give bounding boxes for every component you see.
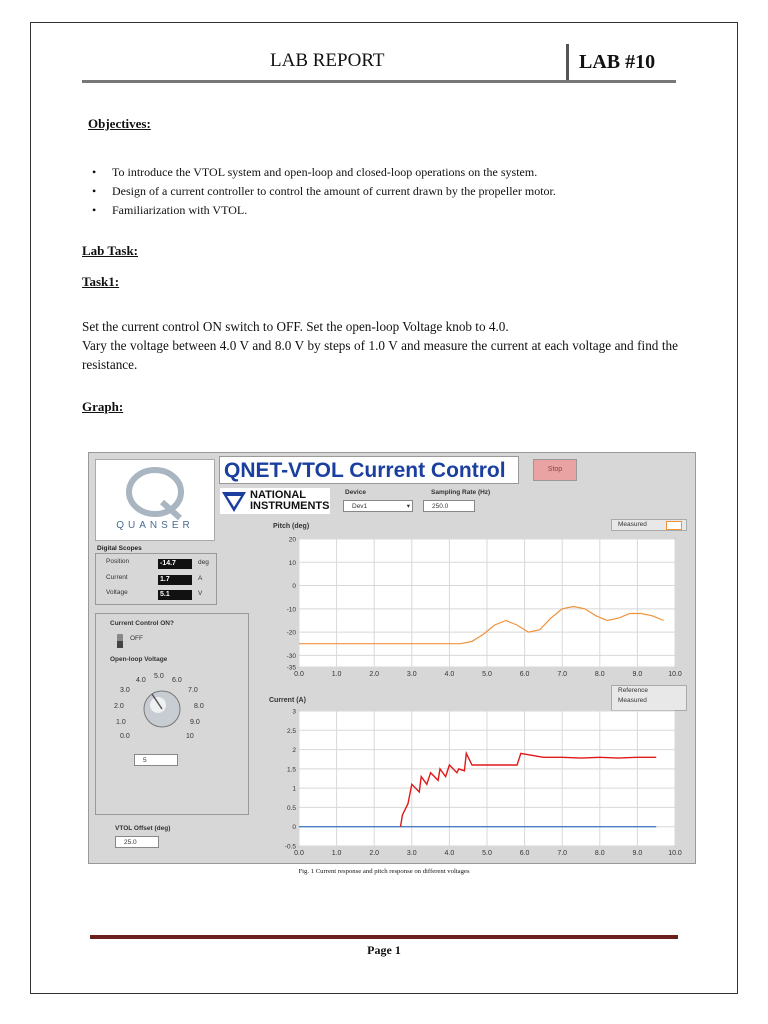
ni-logo (220, 488, 330, 514)
x-tick-label: 6.0 (519, 671, 530, 678)
knob-tick: 9.0 (190, 719, 200, 726)
knob-tick: 6.0 (172, 677, 182, 684)
pitch-chart (259, 531, 689, 681)
voltage-knob[interactable] (106, 664, 216, 744)
current-chart-title: Current (A) (269, 697, 306, 704)
lab-task-heading: Lab Task: (82, 243, 139, 258)
y-tick-label: -35 (286, 664, 296, 672)
knob-tick: 5.0 (154, 673, 164, 680)
y-tick-label: 3 (292, 708, 296, 716)
x-tick-label: 6.0 (519, 850, 530, 857)
stop-button[interactable]: Stop (533, 459, 577, 481)
legend-measured-label: Measured (618, 697, 647, 704)
x-tick-label: 5.0 (482, 850, 492, 857)
toggle-switch[interactable] (114, 632, 126, 650)
app-title: QNET-VTOL Current Control (219, 456, 519, 484)
chevron-down-icon: ▾ (406, 503, 410, 510)
ni-line2: INSTRUMENTS (250, 500, 330, 512)
x-tick-label: 1.0 (331, 671, 342, 678)
current-value: 1.7 (158, 575, 192, 585)
rate-label: Sampling Rate (Hz) (431, 489, 491, 496)
y-tick-label: 2 (292, 747, 296, 755)
y-tick-label: 1 (292, 785, 296, 793)
y-tick-label: -0.5 (284, 843, 296, 851)
knob-value-input[interactable]: 5 (134, 754, 178, 766)
position-value: -14.7 (158, 559, 192, 569)
switch-state: OFF (130, 635, 143, 642)
legend-reference-label: Reference (618, 687, 648, 694)
objectives-heading: Objectives: (88, 116, 151, 131)
y-tick-label: 0.5 (286, 804, 296, 812)
objective-item: • To introduce the VTOL system and open-loop and closed-loop operations on the system. (112, 163, 556, 182)
ni-line1: NATIONAL (250, 489, 307, 501)
x-tick-label: 4.0 (444, 850, 455, 857)
x-tick-label: 3.0 (406, 671, 417, 678)
footer-rule (90, 935, 678, 939)
x-tick-label: 10.0 (668, 671, 682, 678)
y-tick-label: 10 (288, 559, 296, 567)
scopes-title: Digital Scopes (97, 545, 142, 552)
x-tick-label: 1.0 (331, 850, 342, 857)
lab-number: LAB #10 (566, 44, 676, 80)
knob-tick: 3.0 (120, 687, 130, 694)
objectives-list (112, 163, 556, 220)
rate-input[interactable]: 250.0 (423, 500, 475, 512)
task1-line2: Vary the voltage between 4.0 V and 8.0 V by steps of 1.0 V and measure the current at each voltage and find the resistance. (82, 338, 678, 372)
voltage-unit: V (198, 590, 203, 597)
x-tick-label: 7.0 (557, 850, 568, 857)
objective-item: • Design of a current controller to control the amount of current drawn by the propeller motor. (112, 182, 556, 201)
position-label: Position (106, 558, 130, 565)
legend-measured-swatch (666, 521, 682, 530)
vtol-front-panel (88, 452, 696, 864)
y-tick-label: -30 (286, 652, 296, 660)
y-tick-label: 0 (292, 583, 296, 591)
quanser-text: QUANSER (116, 520, 194, 531)
objective-item: • Familiarization with VTOL. (112, 201, 556, 220)
knob-tick: 2.0 (114, 703, 124, 710)
cc-label: Current Control ON? (110, 620, 174, 627)
knob-tick: 10 (186, 733, 194, 740)
x-tick-label: 3.0 (406, 850, 417, 857)
device-select[interactable] (343, 500, 413, 512)
task1-heading: Task1: (82, 274, 120, 289)
olv-label: Open-loop Voltage (110, 656, 168, 663)
y-tick-label: -20 (286, 629, 296, 637)
current-chart (259, 705, 689, 860)
x-tick-label: 0.0 (294, 850, 304, 857)
quanser-logo (95, 459, 215, 541)
digital-scopes (95, 553, 217, 605)
knob-tick: 4.0 (136, 677, 146, 684)
ni-eagle-icon (220, 488, 248, 514)
knob-tick: 7.0 (188, 687, 198, 694)
y-tick-label: 20 (288, 536, 296, 544)
quanser-q-icon (96, 460, 214, 520)
x-tick-label: 2.0 (369, 671, 380, 678)
knob-tick: 0.0 (120, 733, 130, 740)
graph-heading: Graph: (82, 399, 124, 414)
pitch-legend (611, 519, 687, 531)
voltage-label: Voltage (106, 589, 128, 596)
voltage-value: 5.1 (158, 590, 192, 600)
y-tick-label: 2.5 (286, 727, 296, 735)
figure-caption: Fig. 1 Current response and pitch response on different voltages (298, 868, 470, 875)
x-tick-label: 7.0 (557, 671, 568, 678)
report-title: LAB REPORT (270, 50, 385, 71)
x-tick-label: 5.0 (482, 671, 492, 678)
current-unit: A (198, 575, 203, 582)
x-tick-label: 10.0 (668, 850, 682, 857)
offset-label: VTOL Offset (deg) (115, 825, 171, 832)
y-tick-label: -10 (286, 606, 296, 614)
task1-line1: Set the current control ON switch to OFF. Set the open-loop Voltage knob to 4.0. (82, 319, 509, 334)
current-label: Current (106, 574, 128, 581)
x-tick-label: 4.0 (444, 671, 455, 678)
current-control-box (95, 613, 249, 815)
x-tick-label: 8.0 (594, 850, 605, 857)
pitch-chart-title: Pitch (deg) (273, 523, 310, 530)
x-tick-label: 9.0 (632, 671, 643, 678)
position-unit: deg (198, 559, 209, 566)
knob-tick: 8.0 (194, 703, 204, 710)
legend-measured-label: Measured (618, 521, 647, 528)
x-tick-label: 8.0 (594, 671, 605, 678)
y-tick-label: 1.5 (286, 766, 296, 774)
y-tick-label: 0 (292, 824, 296, 832)
x-tick-label: 9.0 (632, 850, 643, 857)
device-value: Dev1 (352, 503, 368, 510)
x-tick-label: 2.0 (369, 850, 380, 857)
page-number: Page 1 (367, 943, 401, 957)
x-tick-label: 0.0 (294, 671, 304, 678)
header-rule (82, 80, 676, 83)
offset-input[interactable]: 25.0 (115, 836, 159, 848)
knob-tick: 1.0 (116, 719, 126, 726)
device-label: Device (345, 489, 366, 496)
